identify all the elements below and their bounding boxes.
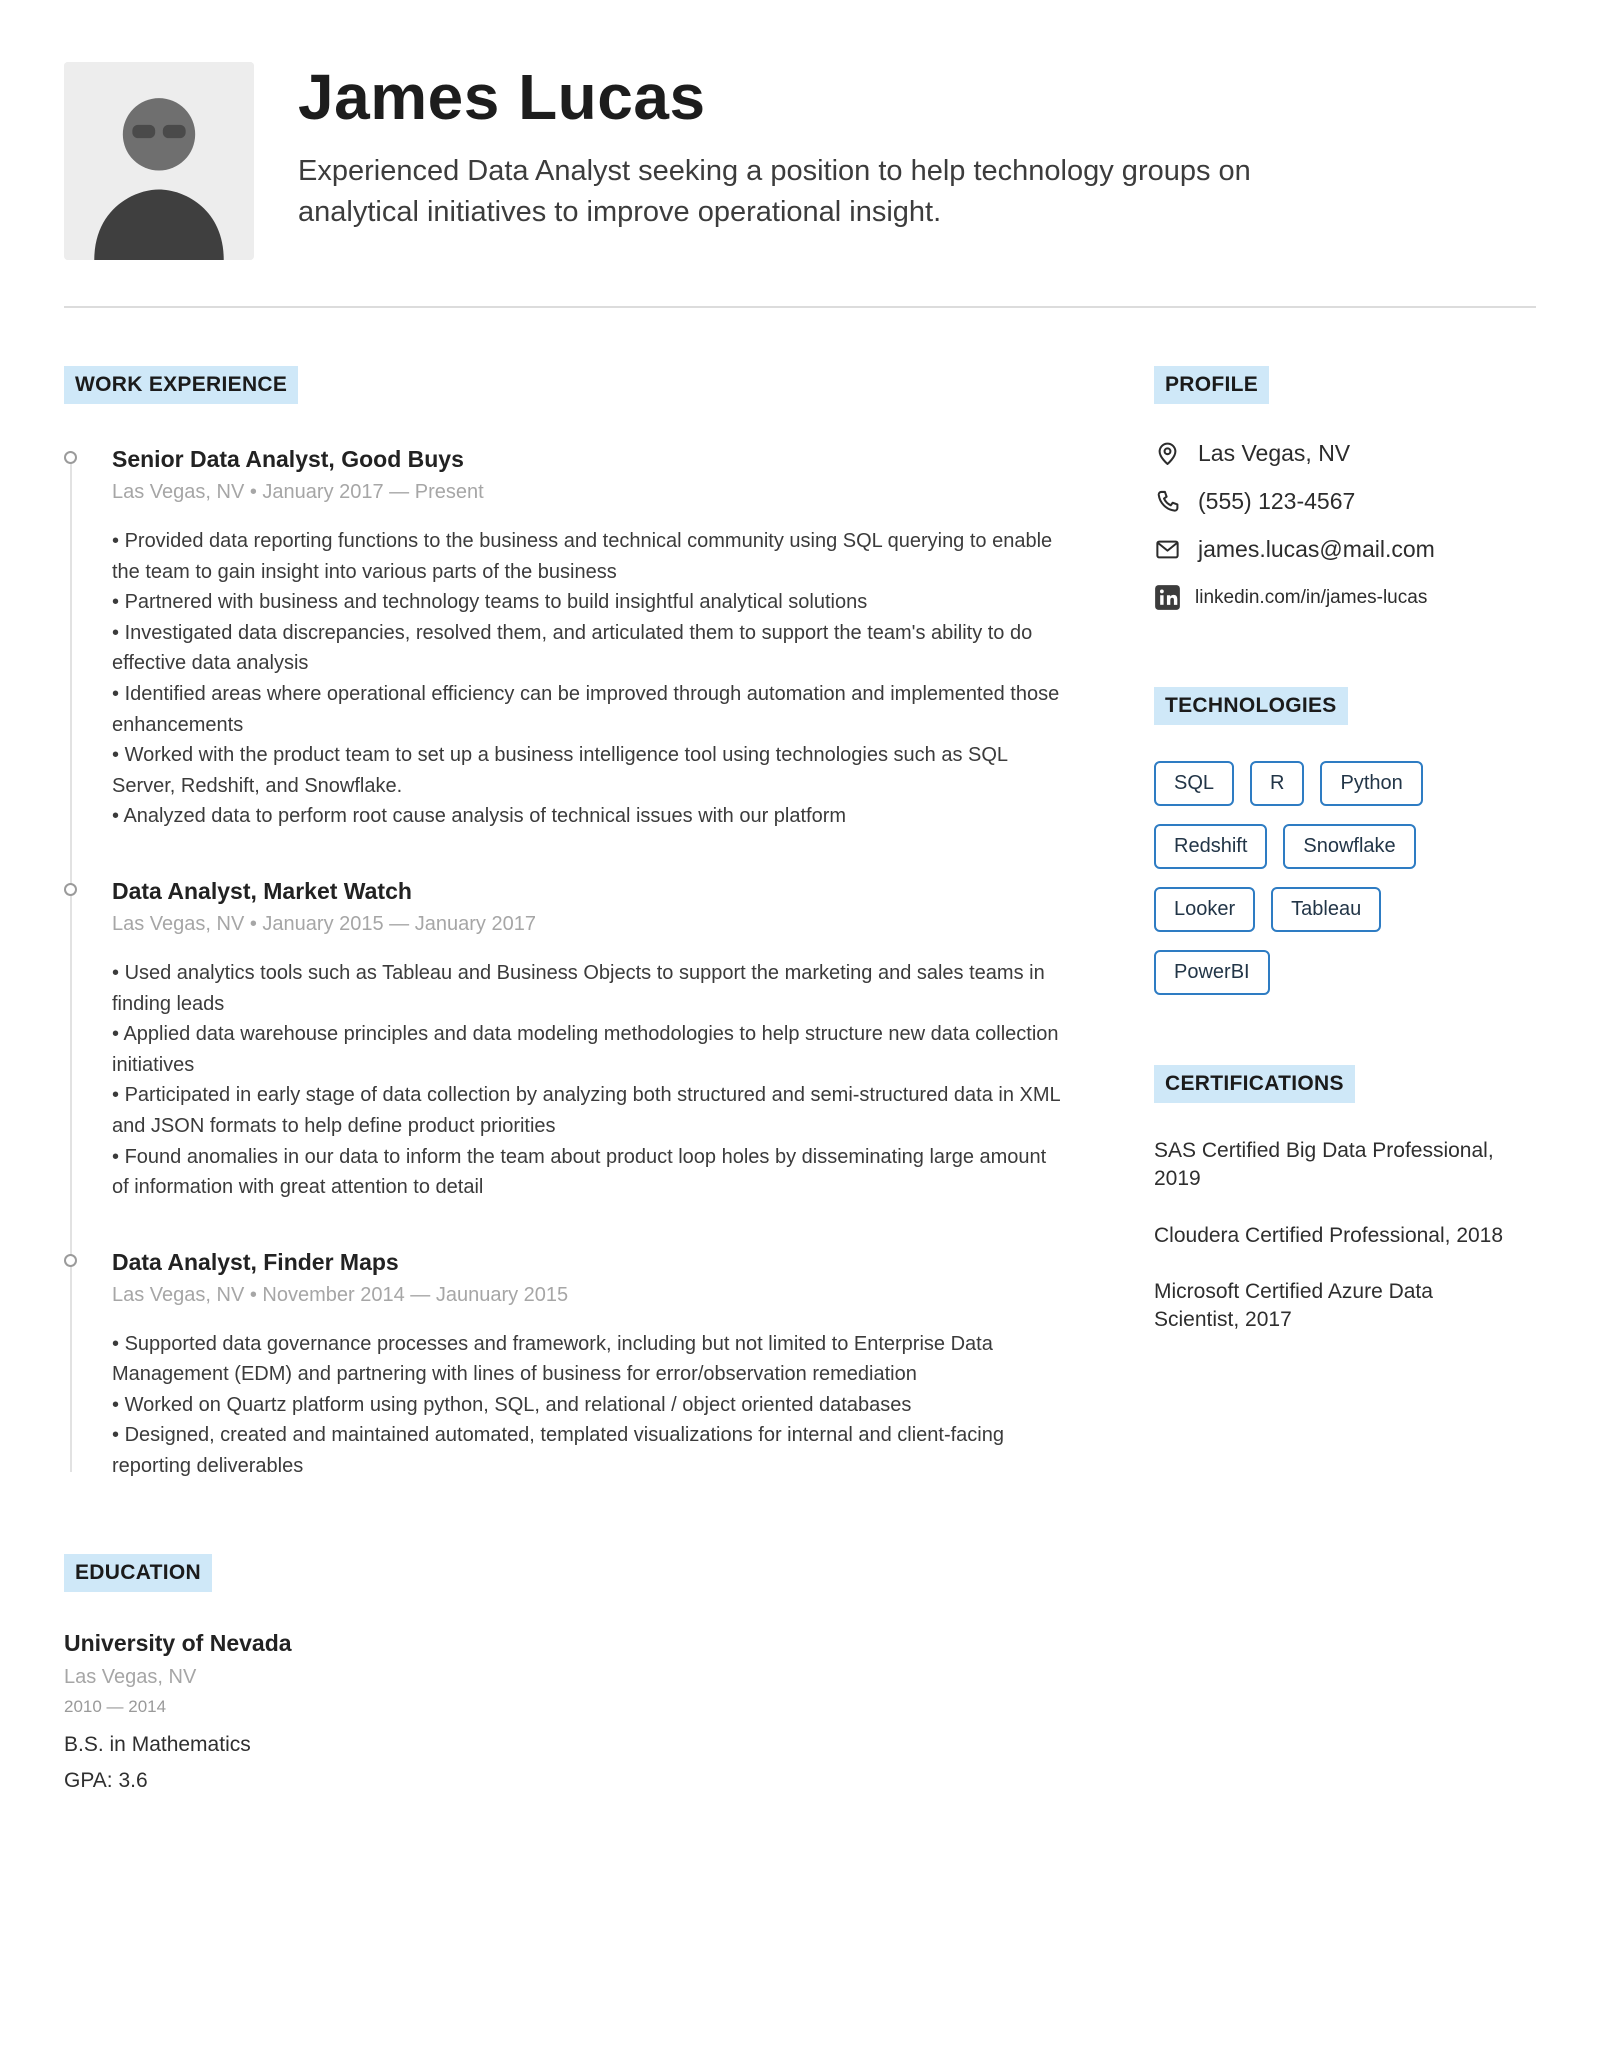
certification-item: Cloudera Certified Professional, 2018 [1154,1223,1504,1247]
person-summary: Experienced Data Analyst seeking a position to help technology groups on analytical initiatives to improve operational insight. [298,155,1251,229]
resume-body [64,366,1536,1793]
profile-linkedin-link[interactable]: linkedin.com/in/james-lucas [1195,586,1428,608]
profile-linkedin-item [1154,584,1536,611]
job-bullets [112,958,1066,1203]
job-bullet: • Supported data governance processes and framework, including but not limited to Enterprise Data Management (EDM) and partnering with lines of business for error/observation remediation [112,1329,1066,1390]
technology-tag: Tableau [1271,887,1381,932]
header-divider [64,306,1536,308]
education-gpa: GPA: 3.6 [64,1768,148,1792]
technologies-section [1154,687,1536,995]
job-title: Senior Data Analyst, Good Buys [112,446,464,472]
phone-icon [1154,488,1181,515]
job-entry [112,446,1066,832]
job-meta: Las Vegas, NV • November 2014 — Jaunuary 2015 [112,1283,569,1306]
timeline-dot-icon [64,1254,77,1267]
profile-photo [64,62,254,260]
job-title: Data Analyst, Finder Maps [112,1248,399,1275]
technology-tag: Snowflake [1283,824,1415,869]
location-pin-icon [1154,440,1181,467]
profile-location-item [1154,440,1536,467]
certifications-section [1154,1065,1536,1335]
job-bullet: • Analyzed data to perform root cause analysis of technical issues with our platform [112,801,1066,832]
job-title: Data Analyst, Market Watch [112,877,412,904]
resume-header [64,62,1536,260]
section-label-certifications: CERTIFICATIONS [1154,1065,1355,1103]
job-bullet: • Investigated data discrepancies, resolved them, and articulated them to support the team's ability to do effective data analysis [112,618,1066,679]
technology-tag: Looker [1154,887,1255,932]
technology-tag: PowerBI [1154,950,1270,995]
certifications-list [1154,1137,1506,1335]
timeline-dot-icon [64,883,77,896]
profile-phone-item [1154,488,1536,515]
job-entry [112,878,1066,1203]
section-label-work-experience: WORK EXPERIENCE [64,366,298,404]
education-location: Las Vegas, NV [64,1665,197,1688]
job-bullet: • Worked on Quartz platform using python, SQL, and relational / object oriented databases [112,1390,1066,1421]
technology-tag: SQL [1154,761,1234,806]
job-bullet: • Applied data warehouse principles and data modeling methodologies to help structure new data collection initiatives [112,1019,1066,1080]
certification-item: Microsoft Certified Azure Data Scientist, 2017 [1154,1280,1433,1332]
job-entry [112,1249,1066,1482]
email-envelope-icon [1154,536,1181,563]
technology-tag: R [1250,761,1304,806]
job-bullet: • Worked with the product team to set up a business intelligence tool using technologies such as SQL Server, Redshift, and Snowflake. [112,740,1066,801]
certification-item: SAS Certified Big Data Professional, 2019 [1154,1139,1494,1191]
work-experience-timeline [64,446,1066,1482]
profile-email-link[interactable]: james.lucas@mail.com [1198,536,1435,562]
profile-phone-text: (555) 123-4567 [1198,488,1356,514]
header-text [298,62,1358,234]
timeline-dot-icon [64,451,77,464]
profile-email-item [1154,536,1536,563]
job-meta: Las Vegas, NV • January 2015 — January 2017 [112,912,536,935]
education-school: University of Nevada [64,1629,292,1656]
profile-photo-placeholder [64,62,254,260]
profile-contact-list [1154,440,1536,611]
person-name: James Lucas [298,61,706,133]
education-section [64,1554,1066,1793]
job-bullet: • Found anomalies in our data to inform the team about product loop holes by disseminating large amount of information with great attention to detail [112,1142,1066,1203]
technology-tags [1154,761,1484,995]
job-bullet: • Partnered with business and technology teams to build insightful analytical solutions [112,587,1066,618]
section-label-profile: PROFILE [1154,366,1269,404]
sidebar-column [1154,366,1536,1793]
section-label-technologies: TECHNOLOGIES [1154,687,1348,725]
section-label-education: EDUCATION [64,1554,212,1592]
job-bullets [112,526,1066,832]
job-bullet: • Participated in early stage of data collection by analyzing both structured and semi-structured data in XML and JSON formats to help define product priorities [112,1080,1066,1141]
education-dates: 2010 — 2014 [64,1696,167,1716]
job-bullet: • Provided data reporting functions to the business and technical community using SQL querying to enable the team to gain insight into various parts of the business [112,526,1066,587]
job-bullet: • Designed, created and maintained automated, templated visualizations for internal and client-facing reporting deliverables [112,1420,1066,1481]
job-meta: Las Vegas, NV • January 2017 — Present [112,481,484,503]
job-bullet: • Used analytics tools such as Tableau and Business Objects to support the marketing and sales teams in finding leads [112,958,1066,1019]
job-bullet: • Identified areas where operational efficiency can be improved through automation and implemented those enhancements [112,679,1066,740]
education-degree: B.S. in Mathematics [64,1732,251,1756]
job-bullets [112,1329,1066,1482]
linkedin-icon [1154,584,1181,611]
technology-tag: Redshift [1154,824,1267,869]
profile-location-text: Las Vegas, NV [1198,440,1351,466]
main-column [64,366,1066,1793]
technology-tag: Python [1320,761,1422,806]
